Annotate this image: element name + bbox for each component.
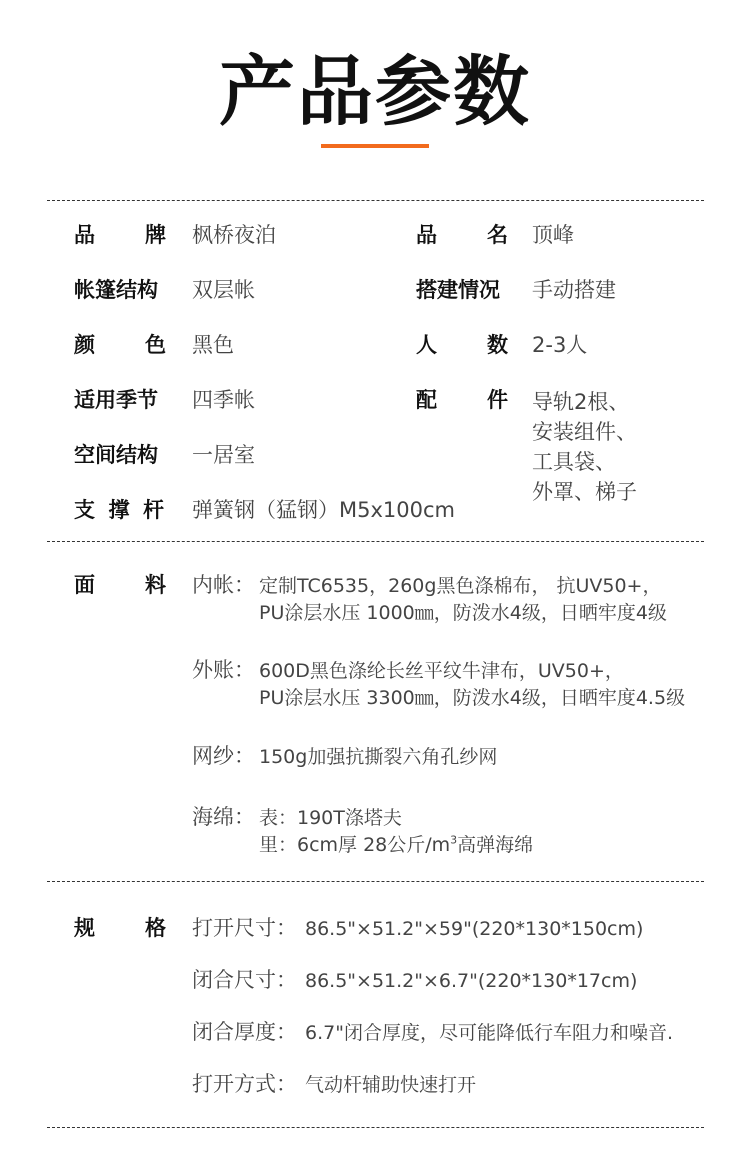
open-method-title: 打开方式： [192, 1072, 297, 1096]
divider [47, 881, 704, 882]
sponge-line-inner-text: 里：6cm厚 28公斤/m [259, 834, 451, 856]
mesh-title: 网纱： [192, 744, 255, 768]
brand-label [74, 221, 166, 249]
sponge-title: 海绵： [192, 805, 255, 829]
sponge-line-inner [259, 831, 533, 859]
color-value: 黑色 [192, 333, 234, 357]
color-label-char: 色 [145, 333, 166, 357]
closed-size-title: 闭合尺寸： [192, 968, 297, 992]
divider [47, 541, 704, 542]
structure-value: 双层帐 [192, 278, 255, 302]
divider [47, 1127, 704, 1128]
pole-label-char: 撑 [108, 498, 130, 522]
dimensions-label-char: 规 [74, 916, 95, 940]
divider [47, 200, 704, 201]
inner-tent-line: 定制TC6535，260g黑色涤棉布， 抗UV50+， [259, 575, 662, 597]
parts-line: 导轨2根、 [532, 390, 630, 414]
pole-value: 弹簧钢（猛钢）M5x100cm [192, 498, 455, 522]
color-label [74, 331, 166, 359]
people-label [416, 331, 508, 359]
brand-value: 枫桥夜泊 [192, 223, 276, 247]
fabric-label [74, 571, 166, 599]
setup-label: 搭建情况 [416, 278, 500, 302]
parts-line: 外罩、梯子 [532, 480, 637, 504]
parts-label-char: 配 [416, 388, 437, 412]
closed-thickness-title: 闭合厚度： [192, 1020, 297, 1044]
brand-label-char: 品 [74, 223, 95, 247]
page-title: 产品参数 [219, 47, 531, 136]
outer-tent-line: 600D黑色涤纶长丝平纹牛津布，UV50+， [259, 660, 624, 682]
season-value: 四季帐 [192, 388, 255, 412]
people-label-char: 数 [487, 333, 508, 357]
open-size-title: 打开尺寸： [192, 916, 297, 940]
cubic-superscript: 3 [450, 833, 458, 847]
open-method-value: 气动杆辅助快速打开 [305, 1074, 477, 1096]
people-label-char: 人 [416, 333, 437, 357]
name-label [416, 221, 508, 249]
people-value: 2-3人 [532, 333, 588, 357]
brand-label-char: 牌 [145, 223, 166, 247]
color-label-char: 颜 [74, 333, 95, 357]
open-size-value: 86.5"×51.2"×59"(220*130*150cm) [305, 918, 644, 940]
name-label-char: 名 [487, 223, 508, 247]
inner-tent-title: 内帐： [192, 573, 255, 597]
pole-label-char: 杆 [143, 498, 164, 522]
title-accent-bar [321, 144, 429, 148]
space-label: 空间结构 [74, 443, 158, 467]
dimensions-label-char: 格 [145, 916, 166, 940]
parts-line: 工具袋、 [532, 450, 616, 474]
pole-label [74, 496, 164, 524]
outer-tent-line: PU涂层水压 3300㎜，防泼水4级，日晒牢度4.5级 [259, 687, 686, 709]
sponge-line-surface: 表：190T涤塔夫 [259, 807, 402, 829]
setup-value: 手动搭建 [532, 278, 616, 302]
structure-label: 帐篷结构 [74, 278, 158, 302]
fabric-label-char: 料 [145, 573, 166, 597]
mesh-value: 150g加强抗撕裂六角孔纱网 [259, 746, 498, 768]
space-value: 一居室 [192, 443, 255, 467]
inner-tent-line: PU涂层水压 1000㎜，防泼水4级，日晒牢度4级 [259, 602, 667, 624]
parts-line: 安装组件、 [532, 420, 637, 444]
closed-size-value: 86.5"×51.2"×6.7"(220*130*17cm) [305, 970, 638, 992]
pole-label-char: 支 [74, 498, 95, 522]
name-label-char: 品 [416, 223, 437, 247]
dimensions-label [74, 914, 166, 942]
season-label: 适用季节 [74, 388, 158, 412]
fabric-label-char: 面 [74, 573, 95, 597]
closed-thickness-value: 6.7"闭合厚度，尽可能降低行车阻力和噪音. [305, 1022, 673, 1044]
outer-tent-title: 外账： [192, 658, 255, 682]
sponge-line-inner-text: 高弹海绵 [457, 834, 534, 856]
parts-label-char: 件 [487, 388, 508, 412]
name-value: 顶峰 [532, 223, 574, 247]
parts-label [416, 386, 508, 414]
